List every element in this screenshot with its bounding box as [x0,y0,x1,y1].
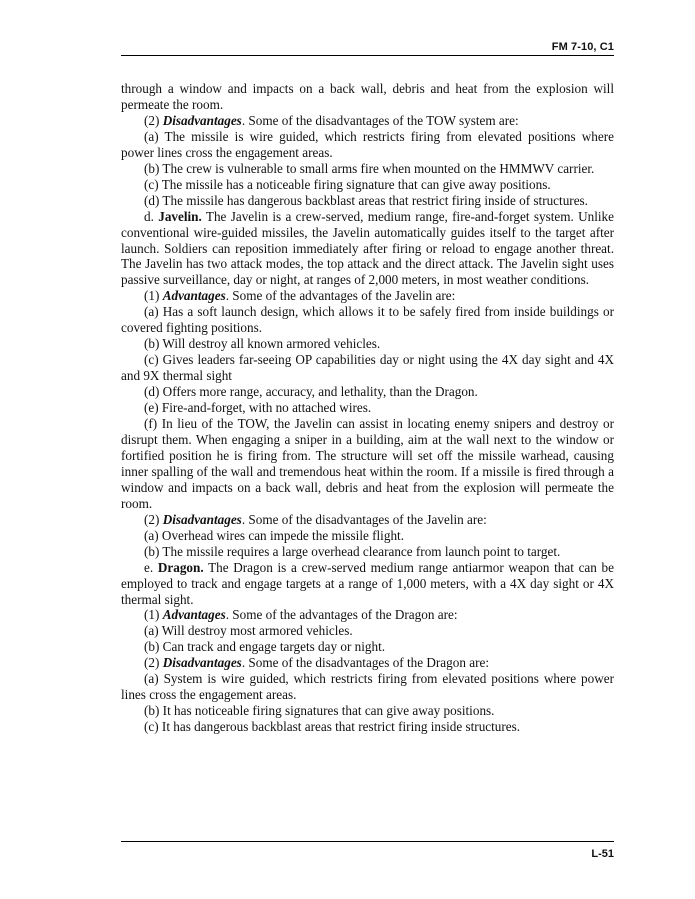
paragraph-text: . Some of the disadvantages of the Dragon are: [241,655,490,671]
paragraph [121,81,614,113]
paragraph-text: (b) Will destroy all known armored vehicles. [144,336,381,352]
paragraph [121,352,614,384]
paragraph-term: Disadvantages [162,511,242,527]
paragraph [121,209,614,289]
paragraph [121,607,614,623]
page-body [121,81,614,735]
paragraph [121,384,614,400]
paragraph-term: Dragon. [157,559,204,575]
paragraph-term: Disadvantages [162,655,242,671]
paragraph [121,719,614,735]
paragraph [121,129,614,161]
paragraph [121,544,614,560]
paragraph [121,193,614,209]
paragraph-marker: (2) [144,655,163,671]
paragraph-text: . Some of the advantages of the Dragon are: [225,607,458,623]
paragraph [121,703,614,719]
paragraph [121,336,614,352]
paragraph-text: (f) In lieu of the TOW, the Javelin can assist in locating enemy snipers and destroy or disrupt them. When engaging a sniper in a building, aim at the wall next to the window or fortified position he is firing from. The structure will set off the missile warhead, causing inner spalling of the wall and tremendous heat within the room. If a missile is fired through a window and impacts on a back wall, debris and heat from the explosion will permeate the room. [121,416,614,511]
footer-rule [121,841,614,842]
document-id: FM 7-10, C1 [551,41,614,53]
paragraph-marker: (2) [144,511,163,527]
paragraph-term: Advantages [162,607,226,623]
paragraph-term: Disadvantages [162,112,242,128]
header-rule [121,55,614,56]
paragraph [121,161,614,177]
paragraph [121,512,614,528]
paragraph-text: (c) It has dangerous backblast areas that restrict firing inside structures. [144,719,521,735]
paragraph [121,113,614,129]
paragraph-text: through a window and impacts on a back wall, debris and heat from the explosion will permeate the room. [121,81,614,112]
paragraph-text: (b) Can track and engage targets day or night. [144,639,386,655]
paragraph-marker: d. [144,208,159,224]
paragraph-text: (b) It has noticeable firing signatures that can give away positions. [144,703,495,719]
paragraph-text: (a) The missile is wire guided, which restricts firing from elevated positions where power lines cross the engagement areas. [121,128,614,160]
paragraph [121,623,614,639]
paragraph [121,304,614,336]
paragraph [121,671,614,703]
paragraph-term: Javelin. [158,208,202,224]
paragraph-marker: e. [144,559,158,575]
paragraph-text: The Javelin is a crew-served, medium range, fire-and-forget system. Unlike conventional wire-guided missiles, the Javelin automatically guides itself to the target after launch. Soldiers can reposition immediately after firing or reload to engage another threat. The Javelin has two attack modes, the top attack and the direct attack. The Javelin sight uses passive surveillance, day or night, at ranges of 2,000 meters, in most weather conditions. [121,208,615,288]
paragraph-text: . Some of the disadvantages of the TOW system are: [241,112,519,128]
paragraph-term: Advantages [162,288,226,304]
paragraph [121,288,614,304]
paragraph-text: (b) The crew is vulnerable to small arms fire when mounted on the HMMWV carrier. [144,160,595,176]
paragraph [121,560,614,608]
paragraph-text: . Some of the disadvantages of the Javelin are: [241,511,487,527]
paragraph-text: The Dragon is a crew-served medium range antiarmor weapon that can be employed to track and engage targets at a range of 1,000 meters, with a 4X day sight or 4X thermal sight. [121,559,614,607]
paragraph-marker: (1) [144,607,163,623]
paragraph-text: . Some of the advantages of the Javelin are: [225,288,456,304]
paragraph [121,528,614,544]
paragraph-text: (d) Offers more range, accuracy, and lethality, than the Dragon. [144,384,478,400]
paragraph [121,416,614,512]
paragraph [121,655,614,671]
paragraph-text: (c) The missile has a noticeable firing signature that can give away positions. [144,176,551,192]
paragraph [121,639,614,655]
paragraph-text: (a) Overhead wires can impede the missile flight. [144,527,404,543]
page-number: L-51 [591,848,614,860]
paragraph [121,177,614,193]
paragraph-text: (d) The missile has dangerous backblast areas that restrict firing inside of structures. [144,192,588,208]
paragraph [121,400,614,416]
paragraph-text: (c) Gives leaders far-seeing OP capabilities day or night using the 4X day sight and 4X and 9X thermal sight [121,352,614,384]
paragraph-text: (a) Will destroy most armored vehicles. [144,623,353,639]
paragraph-text: (b) The missile requires a large overhead clearance from launch point to target. [144,543,561,559]
paragraph-text: (a) System is wire guided, which restricts firing from elevated positions where power lines cross the engagement areas. [121,671,614,703]
paragraph-marker: (1) [144,288,163,304]
paragraph-text: (e) Fire-and-forget, with no attached wires. [144,400,372,416]
paragraph-marker: (2) [144,112,163,128]
paragraph-text: (a) Has a soft launch design, which allows it to be safely fired from inside buildings or covered fighting positions. [121,304,614,336]
